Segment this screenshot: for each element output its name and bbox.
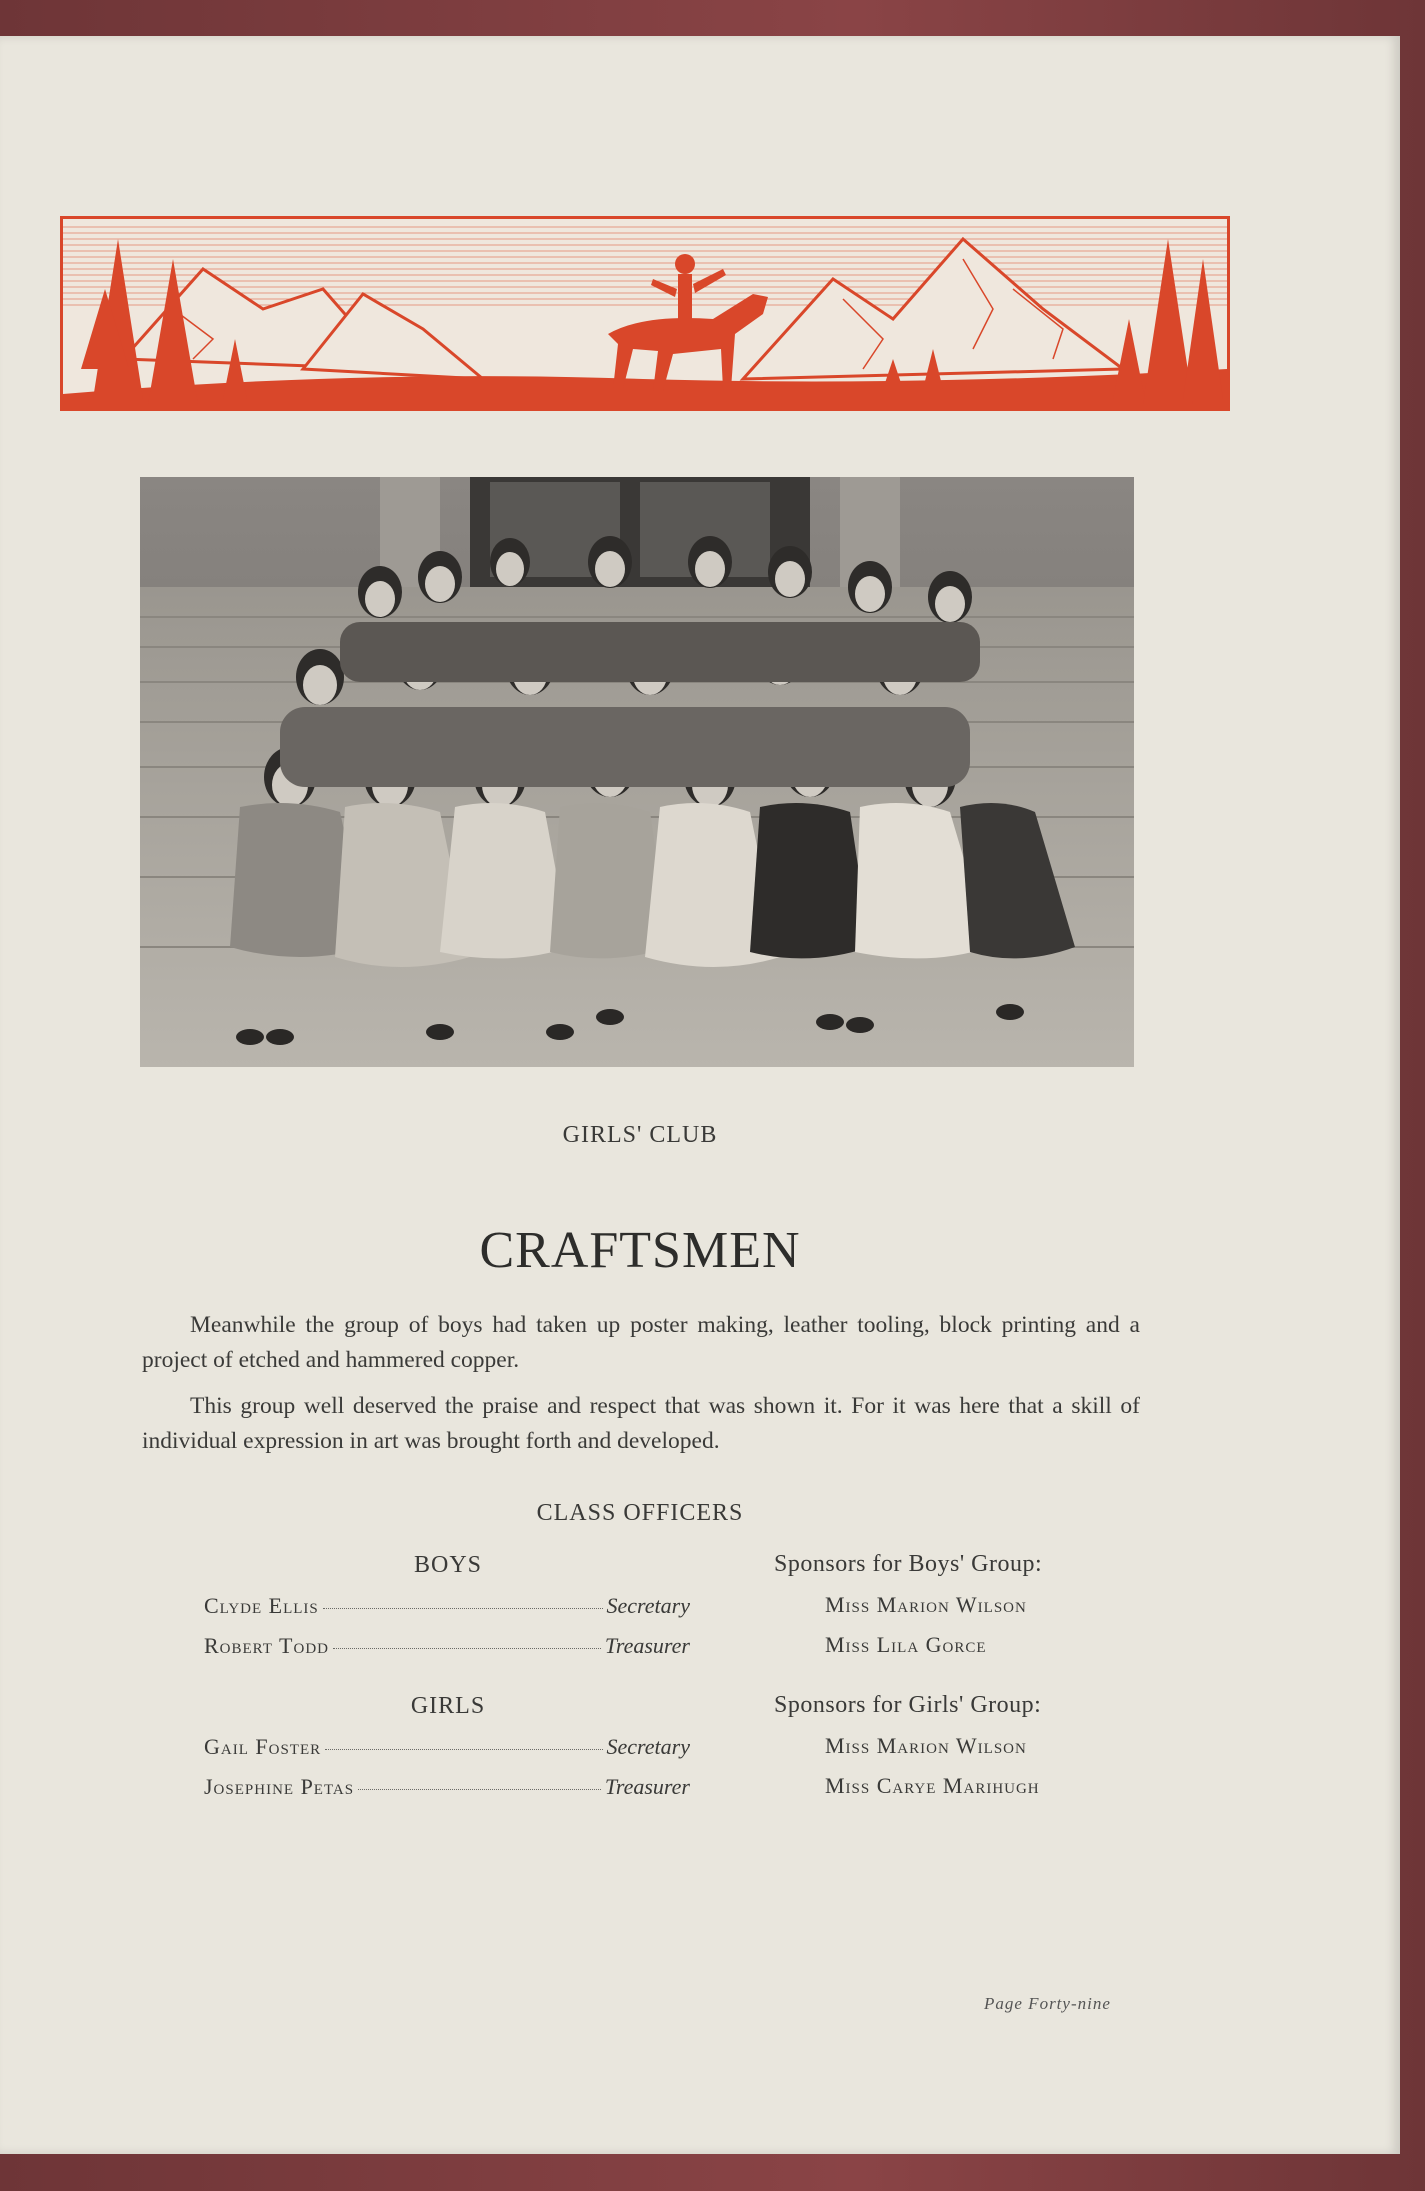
yearbook-page	[0, 36, 1400, 2154]
class-officers-title: CLASS OFFICERS	[536, 1500, 744, 1526]
officer-role: Secretary	[606, 1593, 690, 1618]
section-heading: CRAFTSMEN	[479, 1222, 801, 1279]
dot-leader	[325, 1749, 602, 1750]
mountain-rider-illustration	[63, 219, 1227, 408]
officer-name: Robert Todd	[204, 1633, 329, 1658]
officer-role: Secretary	[606, 1734, 690, 1759]
sponsor-name: Miss Marion Wilson	[825, 1592, 1027, 1617]
officer-role: Treasurer	[604, 1774, 690, 1799]
boys-sponsors-heading: Sponsors for Boys' Group:	[774, 1551, 1043, 1577]
girls-sponsors-heading: Sponsors for Girls' Group:	[774, 1692, 1042, 1718]
body-paragraph: Meanwhile the group of boys had taken up poster making, leather tooling, block printing and a project of etched and hammered copper.	[142, 1312, 1140, 1373]
dot-leader	[358, 1789, 601, 1790]
group-portrait-image	[140, 477, 1134, 1067]
officer-name: Gail Foster	[204, 1734, 322, 1759]
officer-row	[204, 1633, 690, 1659]
photo-caption: GIRLS' CLUB	[562, 1122, 718, 1148]
boys-group-title: BOYS	[413, 1552, 483, 1578]
decorative-banner	[60, 216, 1230, 411]
dot-leader	[333, 1648, 601, 1649]
officer-name: Clyde Ellis	[204, 1593, 319, 1618]
officer-row	[204, 1593, 690, 1619]
officer-row	[204, 1774, 690, 1800]
officer-name: Josephine Petas	[204, 1774, 355, 1799]
dot-leader	[323, 1608, 603, 1609]
girls-group-title: GIRLS	[410, 1693, 486, 1719]
sponsor-name: Miss Marion Wilson	[825, 1733, 1027, 1758]
sponsor-name: Miss Lila Gorce	[825, 1632, 987, 1657]
officer-role: Treasurer	[604, 1633, 690, 1658]
page-number: Page Forty-nine	[984, 1994, 1111, 2013]
officer-row	[204, 1734, 690, 1760]
girls-club-photo	[140, 477, 1134, 1067]
body-paragraph: This group well deserved the praise and respect that was shown it. For it was here that a skill of individual expression in art was brought forth and developed.	[142, 1393, 1140, 1454]
sponsor-name: Miss Carye Marihugh	[825, 1773, 1040, 1798]
